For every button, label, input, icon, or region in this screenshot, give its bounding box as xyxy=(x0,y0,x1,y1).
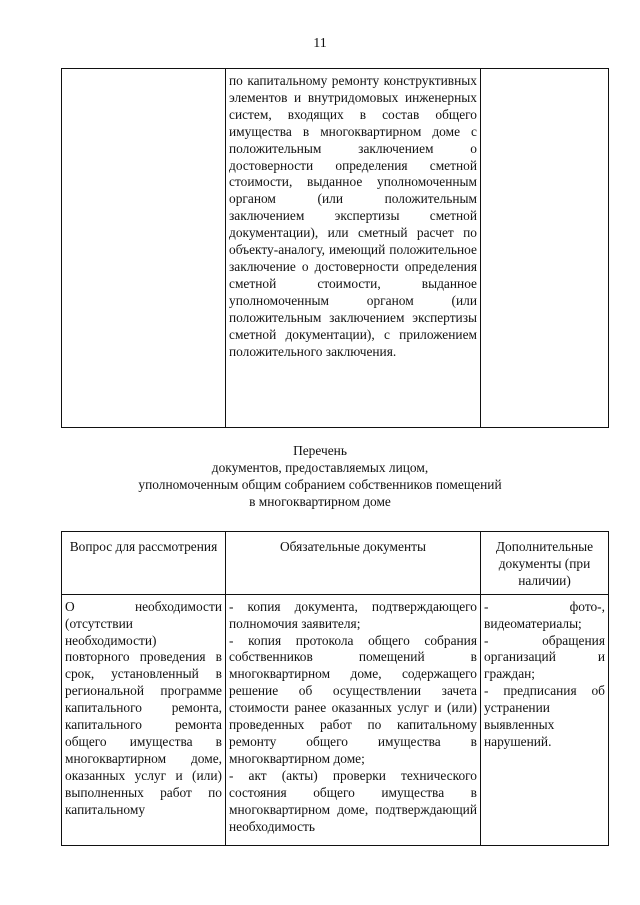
empty-cell-left xyxy=(62,69,226,428)
table-row xyxy=(62,69,609,428)
additional-item-3: - предписания об устранении выявленных нарушений. xyxy=(484,683,605,749)
empty-cell-right xyxy=(481,69,609,428)
continuation-table xyxy=(61,68,609,428)
continuation-text-cell xyxy=(226,69,481,428)
documents-table xyxy=(61,531,609,846)
heading-line-1: Перечень xyxy=(293,443,347,458)
question-text: О необходимости (отсутствии необходимости) повторного проведения в срок, установленный в региональной программе капитального ремонта, капитального ремонта общего имущества в многоквартирном доме, оказанных услуг и (или) выполненных работ по капитальному xyxy=(65,598,222,817)
required-documents-cell xyxy=(226,594,481,845)
heading-line-2: документов, предоставляемых лицом, xyxy=(211,459,429,475)
header-question: Вопрос для рассмотрения xyxy=(62,532,226,595)
table-row xyxy=(62,594,609,845)
table-header-row xyxy=(62,532,609,595)
header-required-documents: Обязательные документы xyxy=(226,532,481,595)
section-heading xyxy=(0,443,640,511)
continuation-text: по капитальному ремонту конструктивных элементов и внутридомовых инженерных систем, входящих в состав общего имущества в многоквартирном доме с положительным заключением о достоверности определения сметной стоимости, выданное уполномоченным органом (или положительным заключением экспертизы сметной документации), или сметный расчет по объекту-аналогу, имеющий положительное заключение о достоверности определения сметной стоимости, выданное уполномоченным органом (или положительным заключением экспертизы сметной документации), с приложением положительного заключения. xyxy=(229,73,477,359)
additional-item-2: - обращения организаций и граждан; xyxy=(484,632,605,682)
heading-line-4: в многоквартирном доме xyxy=(249,493,391,509)
required-item-3: - акт (акты) проверки технического состояния общего имущества в многоквартирном доме, подтверждающий необходимость xyxy=(229,767,477,834)
header-additional-documents: Дополнительные документы (при наличии) xyxy=(481,532,609,595)
required-item-1: - копия документа, подтверждающего полномочия заявителя; xyxy=(229,598,477,631)
heading-line-3: уполномоченным общим собранием собственников помещений xyxy=(138,476,502,492)
additional-item-1: - фото-, видеоматериалы; xyxy=(484,598,605,631)
question-cell xyxy=(62,594,226,845)
required-item-2: - копия протокола общего собрания собственников помещений в многоквартирном доме, содержащего решение об осуществлении зачета стоимости ранее оказанных услуг и (или) проведенных работ по капитальному ремонту общего имущества в многоквартирном доме; xyxy=(229,632,477,766)
page-number: 11 xyxy=(313,36,327,51)
additional-documents-cell xyxy=(481,594,609,845)
